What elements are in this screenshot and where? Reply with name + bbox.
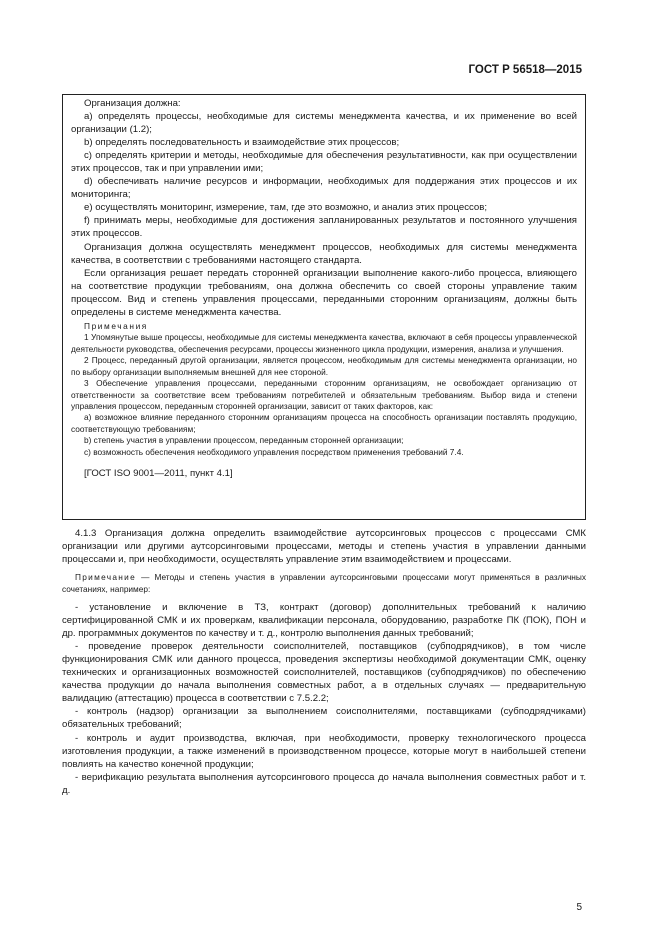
clause-4-1-3: 4.1.3 Организация должна определить взаимодействие аутсорсинговых процессов с процессами СМК организации или другими аутсорсинговыми процессами, методы и степень участия в управлении данными процессами и, при необходимости, осуществлять управление этим взаимодействием и процессами.: [62, 528, 586, 566]
note-3-item-c: c) возможность обеспечения необходимого управления посредством применения требований 7.4.: [84, 446, 464, 457]
box-item-a: a) определять процессы, необходимые для системы менеджмента качества, и их применение во всей организации (1.2);: [71, 111, 577, 136]
note-3-item-a: a) возможное влияние переданного сторонним организациям процесса на способность организации поставлять продукцию, соответствующую требованиям;: [71, 412, 577, 434]
document-id: ГОСТ Р 56518—2015: [468, 64, 582, 76]
bullet-2: - проведение проверок деятельности соисполнителей, поставщиков (субподрядчиков), в том числе функционирования СМК или данного процесса, проведения экспертизы необходимой документации СМК, оценку технических и организационных возможностей соисполнителей, поставщиков (субподрядчиков) по обеспечению качества продукции до начала выполнения совместных работ, а в отдельных случаях — предварительную валидацию (аттестацию) процесса в соответствии с 7.5.2.2;: [62, 641, 586, 705]
box-paragraph-1: Организация должна осуществлять менеджмент процессов, необходимых для системы менеджмента качества, в соответствии с требованиями настоящего стандарта.: [71, 241, 577, 266]
standard-reference: [ГОСТ ISO 9001—2011, пункт 4.1]: [84, 468, 233, 480]
box-item-b: b) определять последовательность и взаимодействие этих процессов;: [84, 137, 400, 149]
box-item-f: f) принимать меры, необходимые для достижения запланированных результатов и постоянного улучшения этих процессов.: [71, 215, 577, 240]
section-body: [62, 527, 586, 797]
box-item-e: e) осуществлять мониторинг, измерение, там, где это возможно, и анализ этих процессов;: [84, 202, 488, 214]
bullet-3: - контроль (надзор) организации за выполнением соисполнителями, поставщиками (субподрядчиками) обязательных требований;: [62, 706, 586, 731]
notes-heading: Примечания: [84, 320, 148, 331]
note-1: 1 Упомянутые выше процессы, необходимые для системы менеджмента качества, включают в себя процессы управленческой деятельности руководства, обеспечения ресурсами, процессы жизненного цикла продукции, измерения, анализа и улучшения.: [71, 332, 577, 354]
note-3-item-b: b) степень участия в управлении процессом, переданным сторонней организации;: [84, 435, 404, 446]
quoted-requirement-box: [62, 94, 586, 520]
page-number: 5: [576, 902, 582, 913]
clause-note: [62, 572, 586, 595]
bullet-4: - контроль и аудит производства, включая, при необходимости, проверку технологического процесса изготовления продукции, а также изменений в производственном процессе, которые могут в наибольшей степени повлиять на качество конечной продукции;: [62, 732, 586, 770]
note-2: 2 Процесс, переданный другой организации, является процессом, необходимым для системы менеджмента организации, но по выбору организации выполняемым внешней для нее стороной.: [71, 355, 577, 377]
clause-note-label: Примечание: [75, 572, 137, 583]
bullet-1: - установление и включение в ТЗ, контракт (договор) дополнительных требований к наличию сертифицированной СМК и их проверкам, квалификации персонала, оборудованию, разработке ПК (ПОК), ПОН и др. программных документов по качеству и т. д., контролю выполнения данных требований;: [62, 602, 586, 640]
note-3: 3 Обеспечение управления процессами, переданными сторонним организациям, не освобождает организацию от ответственности за соответствие всем требованиям потребителей и обязательным требованиям. Выбор вида и степени управления процессом, переданным сторонней организации, зависит от таких факторов, как:: [71, 378, 577, 412]
bullet-5: - верификацию результата выполнения аутсорсингового процесса до начала выполнения совместных работ и т. д.: [62, 771, 586, 796]
box-paragraph-2: Если организация решает передать сторонней организации выполнение какого-либо процесса, влияющего на соответствие продукции требованиям, она должна обеспечить со своей стороны управление таким процессом. Вид и степень управления процессами, переданными сторонним организациям, должны быть определены в системе менеджмента качества.: [71, 267, 577, 318]
clause-note-text: — Методы и степень участия в управлении аутсорсинговыми процессами могут применяться в различных сочетаниях, например:: [62, 572, 586, 594]
box-intro: Организация должна:: [84, 98, 181, 109]
box-item-c: c) определять критерии и методы, необходимые для обеспечения результативности, как при осуществлении этих процессов, так и при управлении ими;: [71, 150, 577, 175]
box-item-d: d) обеспечивать наличие ресурсов и информации, необходимых для поддержания этих процессов и их мониторинга;: [71, 176, 577, 201]
